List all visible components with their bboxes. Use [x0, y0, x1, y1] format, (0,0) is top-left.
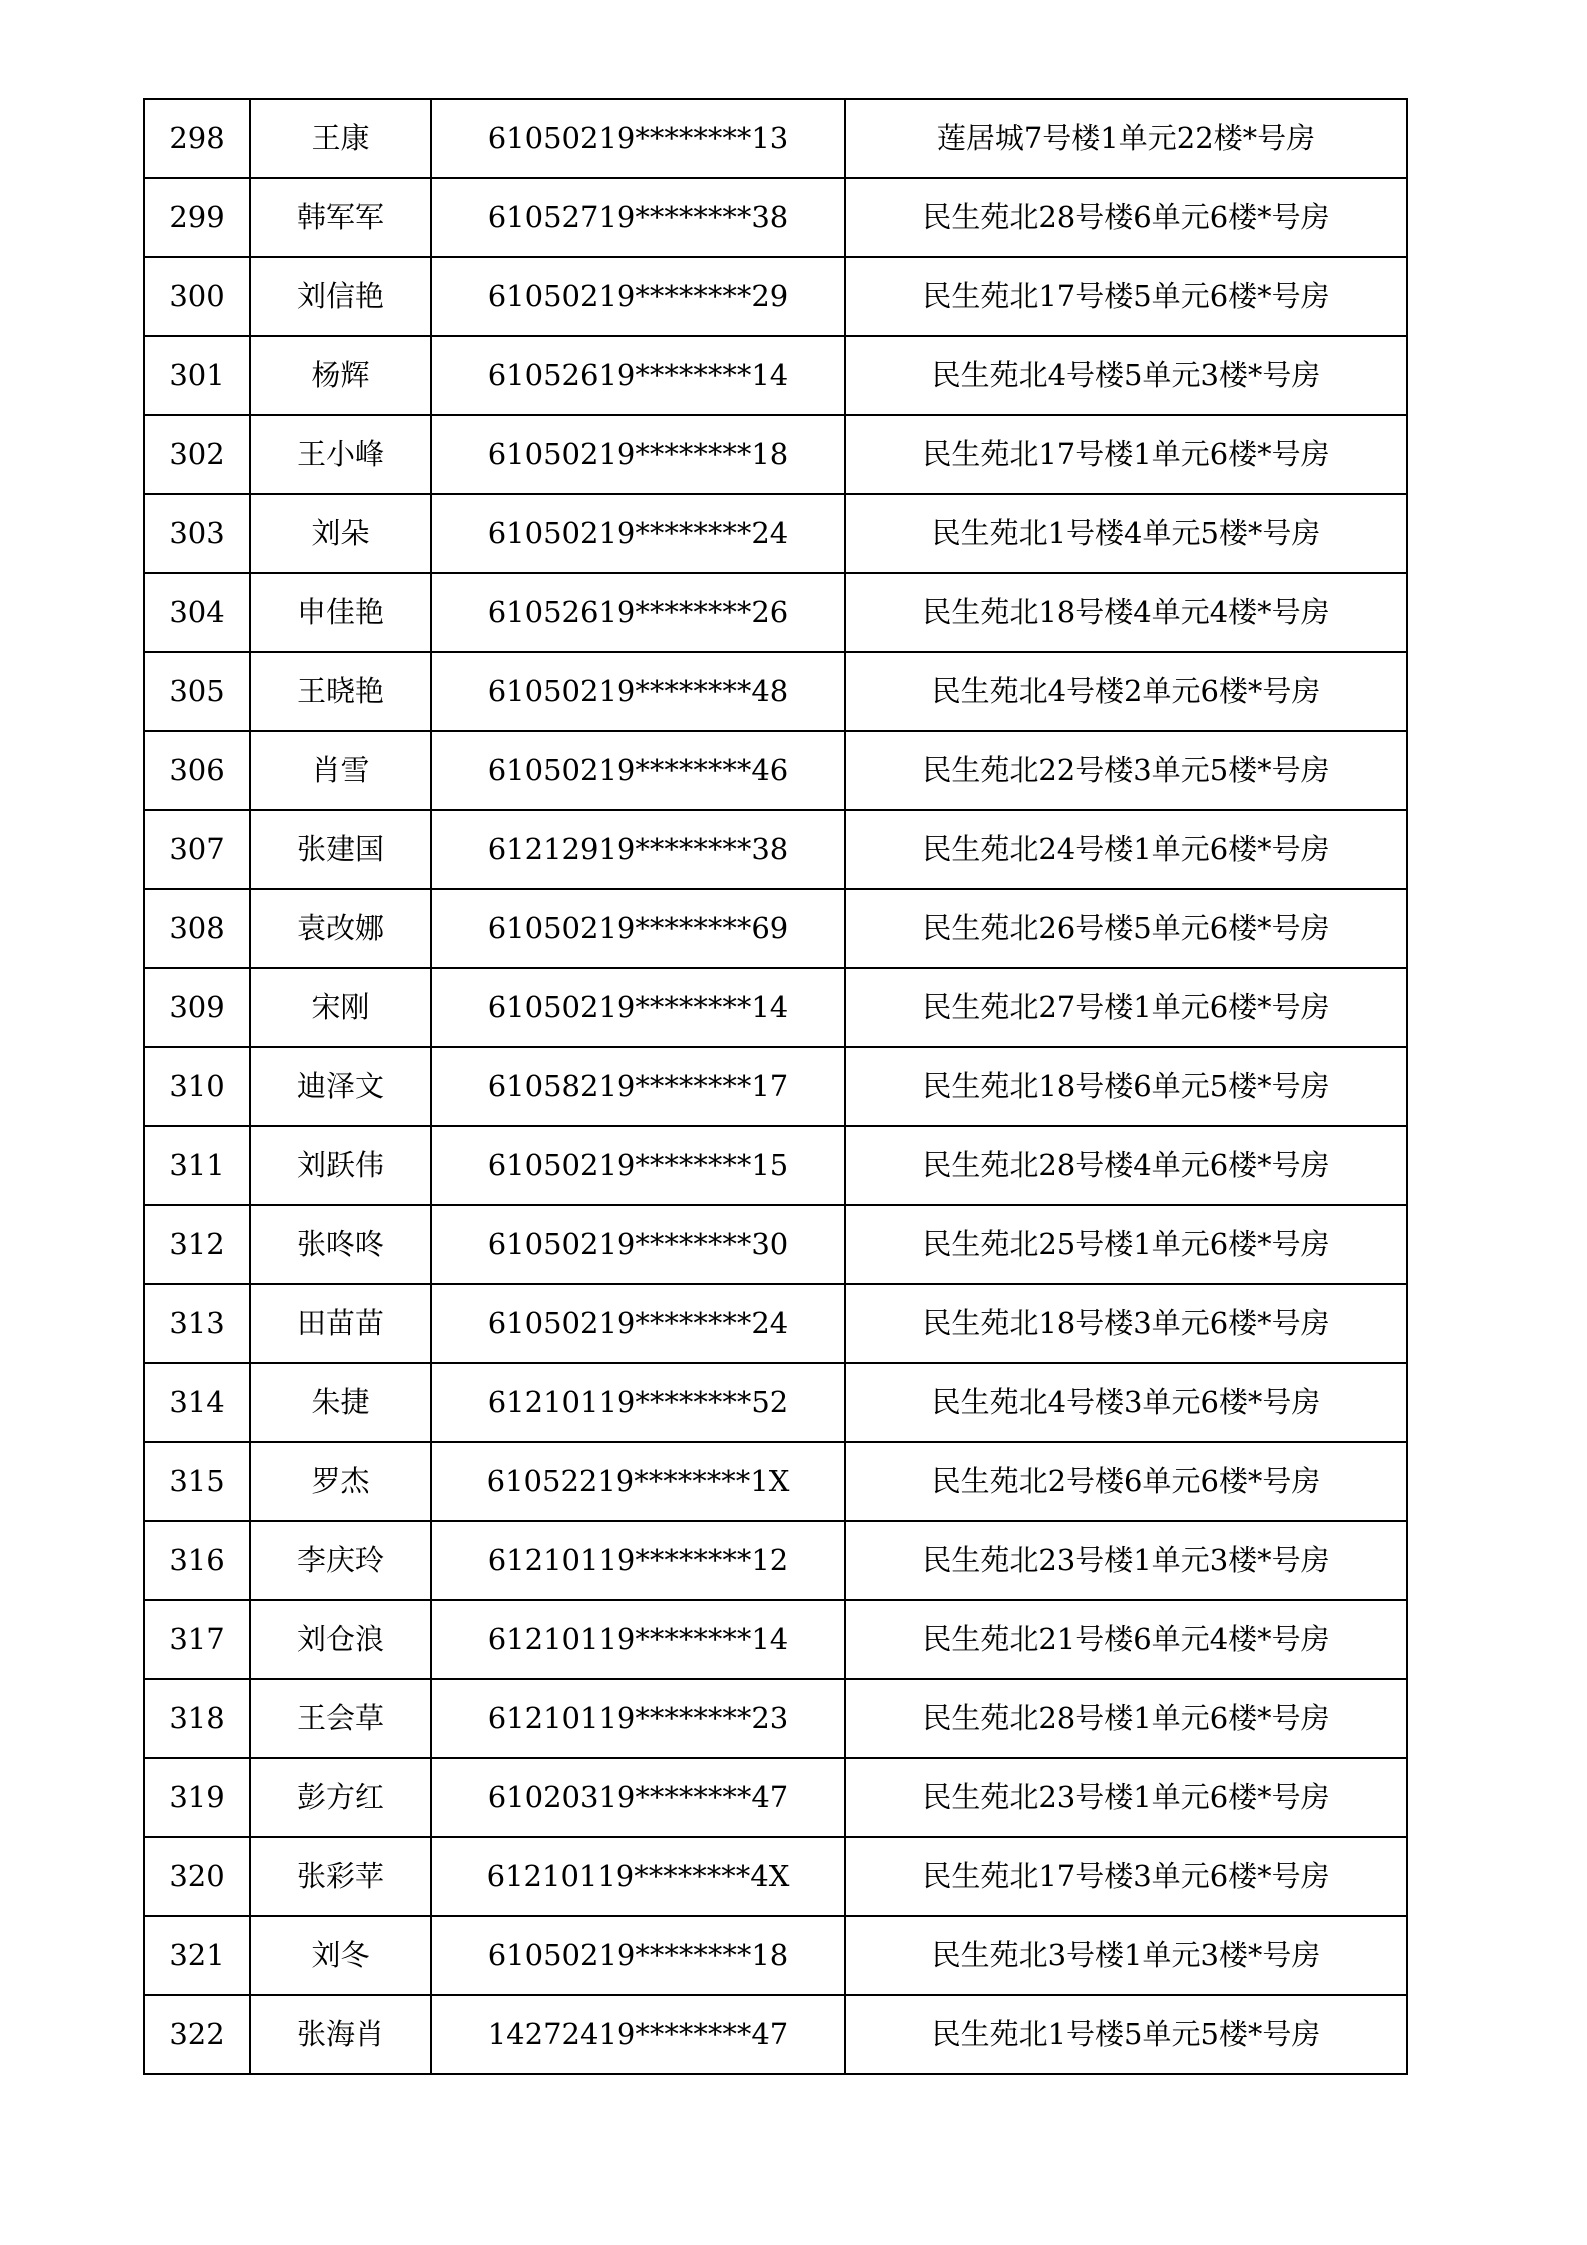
row-number-cell: 320 — [144, 1837, 250, 1916]
address-cell: 民生苑北18号楼3单元6楼*号房 — [845, 1284, 1407, 1363]
address-cell: 民生苑北25号楼1单元6楼*号房 — [845, 1205, 1407, 1284]
resident-name-cell: 张咚咚 — [250, 1205, 431, 1284]
address-cell: 民生苑北18号楼4单元4楼*号房 — [845, 573, 1407, 652]
id-number-cell: 61050219********15 — [431, 1126, 845, 1205]
address-cell: 民生苑北24号楼1单元6楼*号房 — [845, 810, 1407, 889]
row-number-cell: 311 — [144, 1126, 250, 1205]
resident-name-cell: 朱捷 — [250, 1363, 431, 1442]
table-row — [144, 1284, 1407, 1363]
resident-name-cell: 刘信艳 — [250, 257, 431, 336]
address-cell: 民生苑北22号楼3单元5楼*号房 — [845, 731, 1407, 810]
table-row — [144, 1521, 1407, 1600]
address-cell: 民生苑北23号楼1单元3楼*号房 — [845, 1521, 1407, 1600]
id-number-cell: 61210119********52 — [431, 1363, 845, 1442]
id-number-cell: 61050219********46 — [431, 731, 845, 810]
id-number-cell: 61052619********26 — [431, 573, 845, 652]
address-cell: 民生苑北17号楼3单元6楼*号房 — [845, 1837, 1407, 1916]
id-number-cell: 61020319********47 — [431, 1758, 845, 1837]
row-number-cell: 298 — [144, 99, 250, 178]
address-cell: 民生苑北26号楼5单元6楼*号房 — [845, 889, 1407, 968]
row-number-cell: 321 — [144, 1916, 250, 1995]
row-number-cell: 309 — [144, 968, 250, 1047]
resident-name-cell: 彭方红 — [250, 1758, 431, 1837]
row-number-cell: 308 — [144, 889, 250, 968]
resident-name-cell: 田苗苗 — [250, 1284, 431, 1363]
address-cell: 民生苑北3号楼1单元3楼*号房 — [845, 1916, 1407, 1995]
resident-name-cell: 袁改娜 — [250, 889, 431, 968]
id-number-cell: 61050219********24 — [431, 1284, 845, 1363]
address-cell: 民生苑北4号楼2单元6楼*号房 — [845, 652, 1407, 731]
row-number-cell: 314 — [144, 1363, 250, 1442]
table-row — [144, 1600, 1407, 1679]
resident-name-cell: 王会草 — [250, 1679, 431, 1758]
id-number-cell: 14272419********47 — [431, 1995, 845, 2074]
resident-name-cell: 刘冬 — [250, 1916, 431, 1995]
table-row — [144, 731, 1407, 810]
row-number-cell: 302 — [144, 415, 250, 494]
table-row — [144, 336, 1407, 415]
row-number-cell: 303 — [144, 494, 250, 573]
row-number-cell: 304 — [144, 573, 250, 652]
table-row — [144, 810, 1407, 889]
table-row — [144, 99, 1407, 178]
row-number-cell: 299 — [144, 178, 250, 257]
table-row — [144, 1758, 1407, 1837]
table-row — [144, 1995, 1407, 2074]
resident-name-cell: 刘仓浪 — [250, 1600, 431, 1679]
id-number-cell: 61210119********14 — [431, 1600, 845, 1679]
resident-name-cell: 王小峰 — [250, 415, 431, 494]
table-row — [144, 1442, 1407, 1521]
resident-name-cell: 刘跃伟 — [250, 1126, 431, 1205]
resident-table-body — [144, 99, 1407, 2074]
table-row — [144, 1916, 1407, 1995]
id-number-cell: 61052619********14 — [431, 336, 845, 415]
row-number-cell: 300 — [144, 257, 250, 336]
table-row — [144, 1205, 1407, 1284]
row-number-cell: 313 — [144, 1284, 250, 1363]
resident-name-cell: 王晓艳 — [250, 652, 431, 731]
table-row — [144, 1126, 1407, 1205]
resident-name-cell: 张海肖 — [250, 1995, 431, 2074]
resident-name-cell: 宋刚 — [250, 968, 431, 1047]
id-number-cell: 61210119********23 — [431, 1679, 845, 1758]
id-number-cell: 61210119********4X — [431, 1837, 845, 1916]
row-number-cell: 319 — [144, 1758, 250, 1837]
resident-name-cell: 李庆玲 — [250, 1521, 431, 1600]
resident-name-cell: 刘朵 — [250, 494, 431, 573]
address-cell: 民生苑北17号楼1单元6楼*号房 — [845, 415, 1407, 494]
address-cell: 民生苑北1号楼4单元5楼*号房 — [845, 494, 1407, 573]
table-row — [144, 652, 1407, 731]
address-cell: 民生苑北21号楼6单元4楼*号房 — [845, 1600, 1407, 1679]
table-row — [144, 1047, 1407, 1126]
id-number-cell: 61050219********14 — [431, 968, 845, 1047]
table-row — [144, 889, 1407, 968]
id-number-cell: 61050219********13 — [431, 99, 845, 178]
row-number-cell: 322 — [144, 1995, 250, 2074]
resident-name-cell: 罗杰 — [250, 1442, 431, 1521]
id-number-cell: 61210119********12 — [431, 1521, 845, 1600]
id-number-cell: 61212919********38 — [431, 810, 845, 889]
id-number-cell: 61058219********17 — [431, 1047, 845, 1126]
id-number-cell: 61052719********38 — [431, 178, 845, 257]
row-number-cell: 315 — [144, 1442, 250, 1521]
resident-name-cell: 张建国 — [250, 810, 431, 889]
address-cell: 民生苑北18号楼6单元5楼*号房 — [845, 1047, 1407, 1126]
row-number-cell: 310 — [144, 1047, 250, 1126]
table-row — [144, 1837, 1407, 1916]
table-row — [144, 1363, 1407, 1442]
resident-name-cell: 张彩苹 — [250, 1837, 431, 1916]
address-cell: 民生苑北28号楼1单元6楼*号房 — [845, 1679, 1407, 1758]
table-row — [144, 178, 1407, 257]
address-cell: 民生苑北1号楼5单元5楼*号房 — [845, 1995, 1407, 2074]
id-number-cell: 61050219********48 — [431, 652, 845, 731]
table-row — [144, 968, 1407, 1047]
resident-name-cell: 申佳艳 — [250, 573, 431, 652]
address-cell: 民生苑北4号楼5单元3楼*号房 — [845, 336, 1407, 415]
address-cell: 民生苑北28号楼4单元6楼*号房 — [845, 1126, 1407, 1205]
address-cell: 民生苑北4号楼3单元6楼*号房 — [845, 1363, 1407, 1442]
table-row — [144, 1679, 1407, 1758]
row-number-cell: 307 — [144, 810, 250, 889]
row-number-cell: 317 — [144, 1600, 250, 1679]
id-number-cell: 61052219********1X — [431, 1442, 845, 1521]
id-number-cell: 61050219********29 — [431, 257, 845, 336]
resident-table — [143, 98, 1408, 2075]
address-cell: 民生苑北28号楼6单元6楼*号房 — [845, 178, 1407, 257]
row-number-cell: 301 — [144, 336, 250, 415]
id-number-cell: 61050219********18 — [431, 1916, 845, 1995]
address-cell: 民生苑北27号楼1单元6楼*号房 — [845, 968, 1407, 1047]
row-number-cell: 316 — [144, 1521, 250, 1600]
id-number-cell: 61050219********30 — [431, 1205, 845, 1284]
row-number-cell: 305 — [144, 652, 250, 731]
id-number-cell: 61050219********18 — [431, 415, 845, 494]
row-number-cell: 306 — [144, 731, 250, 810]
resident-name-cell: 韩军军 — [250, 178, 431, 257]
resident-name-cell: 迪泽文 — [250, 1047, 431, 1126]
id-number-cell: 61050219********69 — [431, 889, 845, 968]
table-row — [144, 573, 1407, 652]
resident-name-cell: 肖雪 — [250, 731, 431, 810]
table-row — [144, 494, 1407, 573]
address-cell: 民生苑北23号楼1单元6楼*号房 — [845, 1758, 1407, 1837]
row-number-cell: 312 — [144, 1205, 250, 1284]
resident-name-cell: 杨辉 — [250, 336, 431, 415]
table-row — [144, 415, 1407, 494]
address-cell: 民生苑北2号楼6单元6楼*号房 — [845, 1442, 1407, 1521]
table-row — [144, 257, 1407, 336]
address-cell: 民生苑北17号楼5单元6楼*号房 — [845, 257, 1407, 336]
id-number-cell: 61050219********24 — [431, 494, 845, 573]
address-cell: 莲居城7号楼1单元22楼*号房 — [845, 99, 1407, 178]
resident-name-cell: 王康 — [250, 99, 431, 178]
row-number-cell: 318 — [144, 1679, 250, 1758]
